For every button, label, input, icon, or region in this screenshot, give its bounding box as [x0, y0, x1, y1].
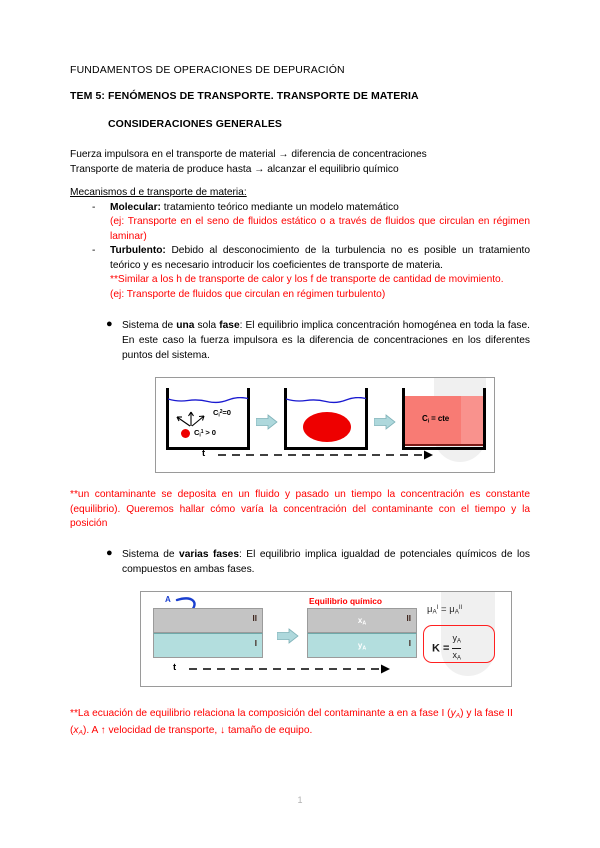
figure-beakers-time-evolution	[155, 377, 495, 473]
process-arrow-icon-2	[374, 414, 396, 430]
intro-line-2: Transporte de materia de produce hasta → alcanzar el equilibrio químico	[70, 163, 399, 175]
phase-layer-upper	[153, 608, 263, 633]
list-item-turbulento-note	[70, 273, 530, 288]
mechanisms-heading: Mecanismos d e transporte de materia:	[70, 187, 247, 198]
time-arrow-icon	[202, 448, 442, 462]
beaker-equilibrium	[402, 388, 486, 450]
section-heading: CONSIDERACIONES GENERALES	[108, 118, 283, 130]
k-equation-box	[423, 625, 495, 663]
figure-two-phase-equilibrium	[140, 591, 512, 687]
list-item-multi-phase	[70, 547, 530, 577]
note-symbol-x: $x_A$	[73, 725, 83, 738]
text-molecular: tratamiento teórico mediante un modelo matemático	[160, 201, 399, 213]
course-title: FUNDAMENTOS DE OPERACIONES DE DEPURACIÓN	[70, 64, 345, 76]
multi-phase-bold: varias fases	[179, 548, 240, 560]
phase-roman-ii: II	[252, 614, 257, 624]
single-phase-lead: Sistema de	[122, 319, 177, 331]
single-phase-mid: sola	[194, 319, 220, 331]
phase-roman-ii: II	[406, 614, 411, 624]
beaker-label-ci-cte: $C_i$ = cte	[422, 414, 450, 425]
k-numerator: $y_A$	[452, 633, 461, 645]
single-phase-rest: : El equilibrio implica concentración homogénea en toda la fase. En este caso la fuerza impulsora es la diferencia de concentraciones en los diferentes puntos del sistema.	[122, 319, 530, 362]
note-multi-part1: **La ecuación de equilibrio relaciona la composición del contaminante a en a fase I (	[70, 708, 451, 720]
process-arrow-icon-3	[277, 628, 299, 644]
document-content	[70, 64, 530, 742]
list-item-single-phase	[70, 318, 530, 364]
liquid-surface-icon	[286, 397, 366, 404]
equilibrium-title: Equilibrio químico	[309, 596, 383, 607]
multi-phase-rest: : El equilibrio implica igualdad de potenciales químicos de los compuestos en ambas fases.	[122, 548, 530, 575]
beaker-label-ci1: $C_i^1 > 0$	[194, 428, 216, 439]
list-item-turbulento-note2	[70, 288, 530, 303]
time-axis	[173, 662, 399, 676]
k-denominator: $x_A$	[452, 649, 461, 662]
phase-box-initial	[153, 608, 263, 658]
time-arrow-icon	[173, 662, 399, 676]
multi-phase-lead: Sistema de	[122, 548, 180, 560]
k-equation: K = $\frac{y_A}{x_A}$	[432, 633, 461, 664]
single-phase-bold-fase: fase	[219, 319, 240, 331]
dash-marker: -	[92, 201, 96, 213]
time-axis-label: t	[173, 662, 177, 674]
phase-composition-x: $x_A$	[357, 616, 367, 627]
note-turbulento-2: (ej: Transporte de fluidos que circulan en régimen turbulento)	[110, 289, 386, 301]
time-axis	[202, 448, 442, 462]
phase-layer-lower	[307, 633, 417, 658]
liquid-surface-icon	[168, 397, 248, 404]
single-phase-list	[70, 318, 530, 364]
topic-title: TEM 5: FENÓMENOS DE TRANSPORTE. TRANSPORTE DE MATERIA	[70, 90, 419, 102]
note-multi-part3: ). A ↑ velocidad de transporte, ↓ tamaño de equipo.	[82, 725, 313, 737]
list-item-molecular-note	[70, 215, 530, 244]
note-turbulento: **Similar a los h de transporte de calor y los f de transporte de cantidad de movimiento.	[110, 274, 504, 286]
note-multi-phase	[70, 707, 530, 741]
list-item-turbulento	[70, 244, 530, 273]
phase-roman-i: I	[254, 639, 257, 649]
diffusion-arrows-icon	[174, 408, 218, 430]
single-phase-bold-una: una	[176, 319, 195, 331]
k-fraction	[452, 633, 460, 664]
bullet-marker: ●	[106, 318, 113, 331]
phase-layer-lower	[153, 633, 263, 658]
process-arrow-icon-1	[256, 414, 278, 430]
list-item-molecular	[70, 201, 530, 216]
bullet-marker: ●	[106, 547, 113, 560]
phase-composition-y: $y_A$	[357, 641, 367, 652]
text-turbulento: Debido al desconocimiento de la turbulencia no es posible un tratamiento teórico y es necesario introducir los coeficientes de transporte de materia.	[110, 245, 530, 271]
beaker-intermediate	[284, 388, 368, 450]
phase-layer-upper	[307, 608, 417, 633]
phase-roman-i: I	[408, 639, 411, 649]
page-number: 1	[297, 795, 303, 805]
dash-marker: -	[92, 245, 96, 257]
intro-line-1: Fuerza impulsora en el transporte de material → diferencia de concentraciones	[70, 149, 427, 160]
term-molecular: Molecular:	[110, 201, 161, 213]
species-label-a: A	[165, 595, 171, 605]
note-symbol-y: $y_A$	[450, 708, 461, 720]
mechanisms-list	[70, 201, 530, 303]
beaker-label-ci2: $C_i^2=0$	[213, 408, 231, 419]
note-molecular: (ej: Transporte en el seno de fluidos estático o a través de fluidos que circulan en régimen laminar)	[110, 216, 530, 242]
phase-box-equilibrium	[307, 608, 417, 658]
note-single-phase: **un contaminante se deposita en un fluido y pasado un tiempo la concentración es constante (equilibrio). Queremos hallar cómo varía la concentración del contaminante con el tiempo y la posición	[70, 489, 530, 530]
beaker-initial	[166, 388, 250, 450]
chemical-potential-equation: $\mu_A^I = \mu_A^{II}$	[427, 604, 463, 616]
multi-phase-list	[70, 547, 530, 577]
time-axis-label: t	[202, 448, 206, 460]
note-multi-part2: ) y la fase II (	[70, 708, 513, 737]
term-turbulento: Turbulento:	[110, 245, 166, 257]
